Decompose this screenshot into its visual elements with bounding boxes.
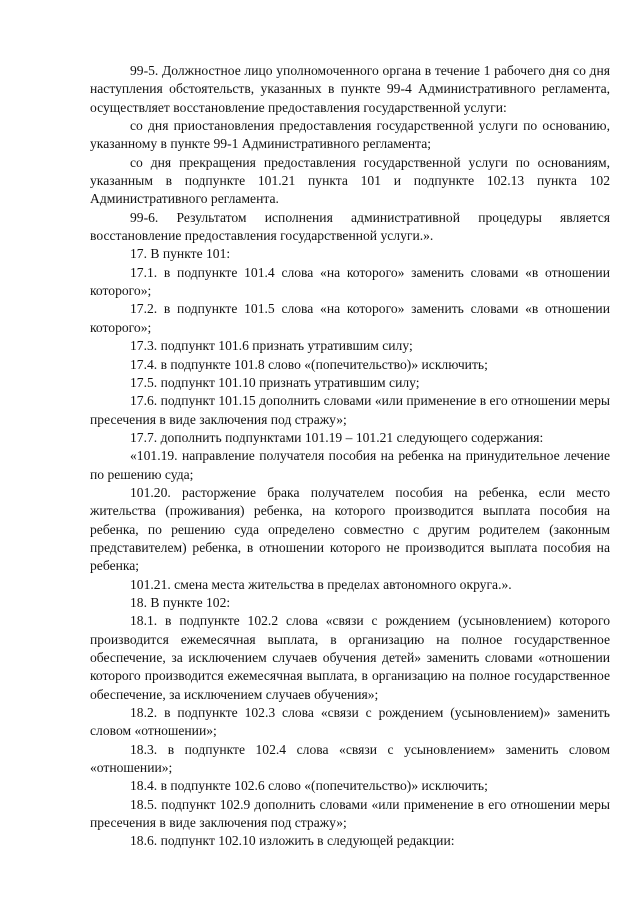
paragraph-18-2: 18.2. в подпункте 102.3 слова «связи с рождением (усыновлением)» заменить словом «отношении»; xyxy=(90,705,610,739)
paragraph-17-7: 17.7. дополнить подпунктами 101.19 – 101.21 следующего содержания: xyxy=(130,429,544,445)
paragraph-17-6: 17.6. подпункт 101.15 дополнить словами «или применение в его отношении меры пресечения в виде заключения под стражу»; xyxy=(90,393,610,427)
paragraph-suspension-basis: со дня приостановления предоставления государственной услуги по основанию, указанному в пункте 99-1 Административного регламента; xyxy=(90,118,610,152)
paragraph-18-3: 18.3. в подпункте 102.4 слова «связи с усыновлением» заменить словом «отношении»; xyxy=(90,741,610,776)
paragraph-99-6: 99-6. Результатом исполнения административной процедуры является восстановление предоставления государственной услуги.». xyxy=(90,209,610,244)
paragraph-17-3: 17.3. подпункт 101.6 признать утратившим силу; xyxy=(130,338,413,354)
paragraph-99-5: 99-5. Должностное лицо уполномоченного органа в течение 1 рабочего дня со дня наступления обстоятельств, указанных в пункте 99-4 Административного регламента, осуществляет восстановление предоставления государственной услуги: xyxy=(90,63,610,115)
paragraph-17-1: 17.1. в подпункте 101.4 слова «на которого» заменить словами «в отношении которого»; xyxy=(90,264,610,299)
paragraph-termination-basis: со дня прекращения предоставления государственной услуги по основаниям, указанным в подпункте 101.21 пункта 101 и подпункте 102.13 пункта 102 Административного регламента. xyxy=(90,154,610,207)
paragraph-17: 17. В пункте 101: xyxy=(130,246,231,262)
paragraph-18-1: 18.1. в подпункте 102.2 слова «связи с рождением (усыновлением) которого производится ежемесячная выплата, в организацию на полное государственное обеспечение, за исключением случаев обучения детей» заменить словами «отношении которого производится ежемесячная выплата, в организацию на полное государственное обеспечение, за исключением случаев обучения»; xyxy=(90,613,610,702)
paragraph-18-6: 18.6. подпункт 102.10 изложить в следующей редакции: xyxy=(130,833,455,849)
paragraph-18-4: 18.4. в подпункте 102.6 слово «(попечительство)» исключить; xyxy=(130,778,488,794)
paragraph-101-21: 101.21. смена места жительства в пределах автономного округа.». xyxy=(130,576,512,592)
paragraph-17-4: 17.4. в подпункте 101.8 слово «(попечительство)» исключить; xyxy=(130,356,488,372)
paragraph-101-20: 101.20. расторжение брака получателем пособия на ребенка, если место жительства (проживания) ребенка, на которого производится выплата пособия на ребенка, по решению суда определено совместно с другим родителем (законным представителем) ребенка, в отношении которого не производится выплата пособия на ребенка; xyxy=(90,484,610,574)
paragraph-17-2: 17.2. в подпункте 101.5 слова «на которого» заменить словами «в отношении которого»; xyxy=(90,301,610,335)
document-page xyxy=(90,62,610,851)
paragraph-18: 18. В пункте 102: xyxy=(130,594,231,610)
paragraph-17-5: 17.5. подпункт 101.10 признать утратившим силу; xyxy=(130,374,420,390)
paragraph-18-5: 18.5. подпункт 102.9 дополнить словами «или применение в его отношении меры пресечения в виде заключения под стражу»; xyxy=(90,796,610,831)
paragraph-101-19: «101.19. направление получателя пособия на ребенка на принудительное лечение по решению суда; xyxy=(90,448,610,482)
